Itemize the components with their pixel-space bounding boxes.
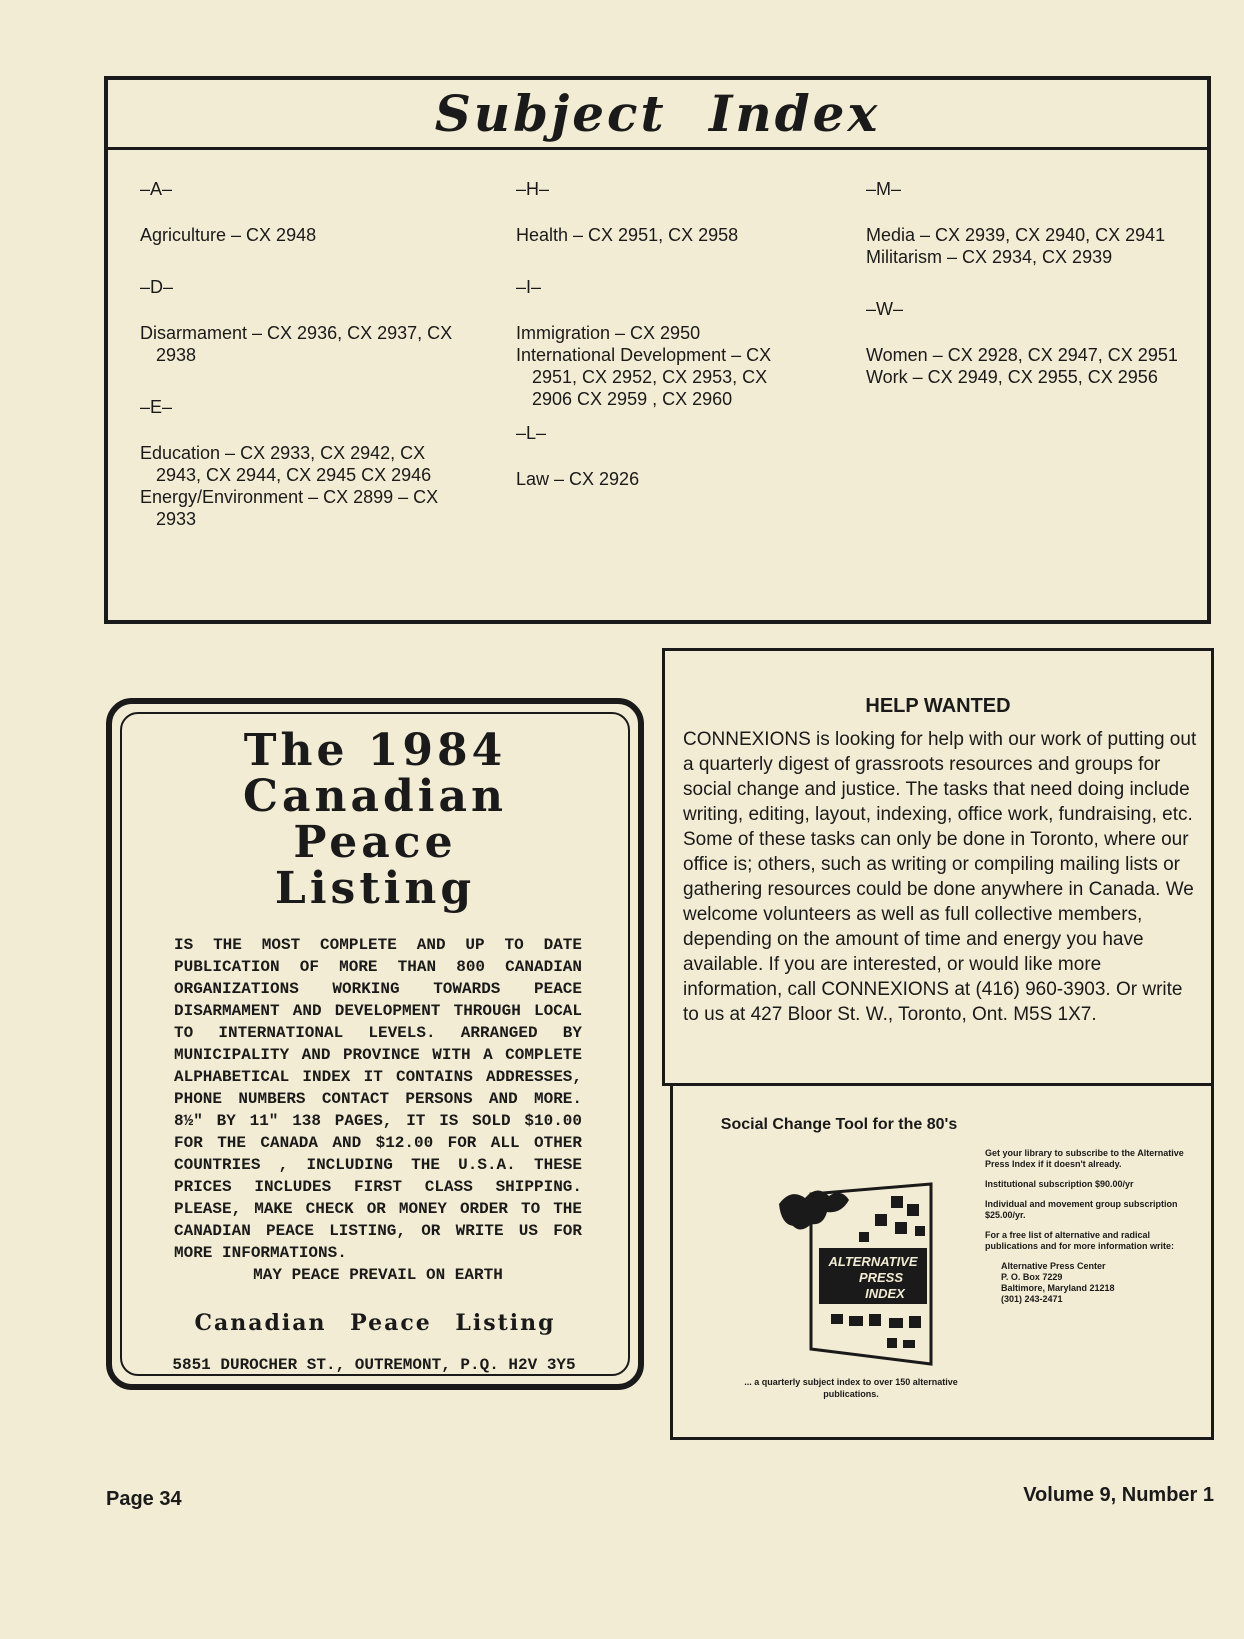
index-entry-women: Women – CX 2928, CX 2947, CX 2951 [866,345,1178,365]
help-wanted-heading: HELP WANTED [865,695,1011,717]
peace-listing-closing: MAY PEACE PREVAIL ON EARTH [253,1266,503,1284]
api-info-library: Get your library to subscribe to the Alternative Press Index if it doesn't already. [985,1148,1184,1169]
alternative-press-index-book-illustration [771,1174,971,1374]
index-letter-w: –W– [866,299,904,319]
index-entry-agriculture: Agriculture – CX 2948 [140,225,317,245]
index-entry-disarmament: Disarmament – CX 2936, CX 2937, CX 2938 [140,323,453,365]
volume-info: Volume 9, Number 1 [1023,1484,1214,1506]
peace-title-line: Listing [274,863,476,914]
index-column-3 [866,178,1186,388]
index-entry-immigration: Immigration – CX 2950 [516,323,701,343]
index-letter-h: –H– [516,179,550,199]
subject-index-title: Subject Index [434,84,881,143]
api-info-free-list: For a free list of alternative and radical publications and for more information write: [985,1230,1175,1251]
api-address-line: Alternative Press Center [1001,1261,1106,1271]
index-letter-d: –D– [140,277,174,297]
api-caption: ... a quarterly subject index to over 150 alternative publications. [744,1377,958,1399]
index-letter-m: –M– [866,179,902,199]
book-title-line: PRESS [858,1270,904,1285]
api-subscription-info [985,1148,1205,1305]
api-address-line: (301) 243-2471 [1001,1294,1063,1304]
index-column-2 [516,178,796,490]
page-number: Page 34 [106,1488,182,1510]
index-letter-e: –E– [140,397,173,417]
subject-index-title-bar [108,80,1207,150]
peace-listing-org-name: Canadian Peace Listing [194,1310,556,1336]
alternative-press-index-ad [670,1086,1214,1440]
help-wanted-box [662,648,1214,1086]
index-entry-work: Work – CX 2949, CX 2955, CX 2956 [866,367,1158,387]
index-column-1 [140,178,460,530]
index-letter-a: –A– [140,179,173,199]
index-entry-media: Media – CX 2939, CX 2940, CX 2941 [866,225,1166,245]
index-letter-i: –I– [516,277,542,297]
index-entry-international-development: International Development – CX 2951, CX 2952, CX 2953, CX 2906 CX 2959 , CX 2960 [516,345,772,409]
api-address-line: P. O. Box 7229 [1001,1272,1063,1282]
peace-listing-body [174,934,582,1286]
index-entry-health: Health – CX 2951, CX 2958 [516,225,739,245]
api-info-individual-price: Individual and movement group subscription $25.00/yr. [985,1199,1178,1220]
book-title-line: ALTERNATIVE [828,1254,918,1269]
peace-title-line: The 1984 [243,725,507,776]
help-wanted-body: CONNEXIONS is looking for help with our work of putting out a quarterly digest of grassroots resources and groups for social change and justice. The tasks that need doing include writing, editing, layout, indexing, office work, fundraising, etc. Some of these tasks can only be done in Toronto, where our office is; others, such as writing or compiling mailing lists or gathering resources could be done anywhere in Canada. We welcome volunteers as well as full collective members, depending on the amount of time and energy you have available. If you are interested, or would like more information, call CONNEXIONS at (416) 960-3903. Or write to us at 427 Bloor St. W., Toronto, Ont. M5S 1X7. [683,729,1197,1025]
index-entry-education: Education – CX 2933, CX 2942, CX 2943, CX 2944, CX 2945 CX 2946 [140,443,432,485]
index-entry-law: Law – CX 2926 [516,469,640,489]
index-entry-militarism: Militarism – CX 2934, CX 2939 [866,247,1113,267]
peace-listing-title [122,725,628,914]
peace-title-line: Canadian [242,771,507,822]
peace-listing-ad [106,698,644,1390]
peace-listing-inner-border [120,712,630,1376]
api-info-institutional-price: Institutional subscription $90.00/yr [985,1179,1134,1189]
api-address-line: Baltimore, Maryland 21218 [1001,1283,1115,1293]
peace-title-line: Peace [293,817,457,868]
subject-index-box [104,76,1211,624]
api-heading: Social Change Tool for the 80's [720,1116,958,1133]
book-title-line: INDEX [865,1286,905,1301]
peace-listing-description: IS THE MOST COMPLETE AND UP TO DATE PUBLICATION OF MORE THAN 800 CANADIAN ORGANIZATIONS WORKING TOWARDS PEACE DISARMAMENT AND DEVELOPMENT THROUGH LOCAL TO INTERNATIONAL LEVELS. ARRANGED BY MUNICIPALITY AND PROVINCE WITH A COMPLETE ALPHABETICAL INDEX IT CONTAINS ADDRESSES, PHONE NUMBERS CONTACT PERSONS AND MORE. 8½" BY 11" 138 PAGES, IT IS SOLD $10.00 FOR THE CANADA AND $12.00 FOR ALL OTHER COUNTRIES , INCLUDING THE U.S.A. THESE PRICES INCLUDES FIRST CLASS SHIPPING. PLEASE, MAKE CHECK OR MONEY ORDER TO THE CANADIAN PEACE LISTING, OR WRITE US FOR MORE INFORMATIONS. [174,936,582,1262]
peace-listing-address: 5851 DUROCHER ST., OUTREMONT, P.Q. H2V 3Y5 [172,1356,576,1374]
index-letter-l: –L– [516,423,547,443]
index-entry-energy: Energy/Environment – CX 2899 – CX 2933 [140,487,439,529]
